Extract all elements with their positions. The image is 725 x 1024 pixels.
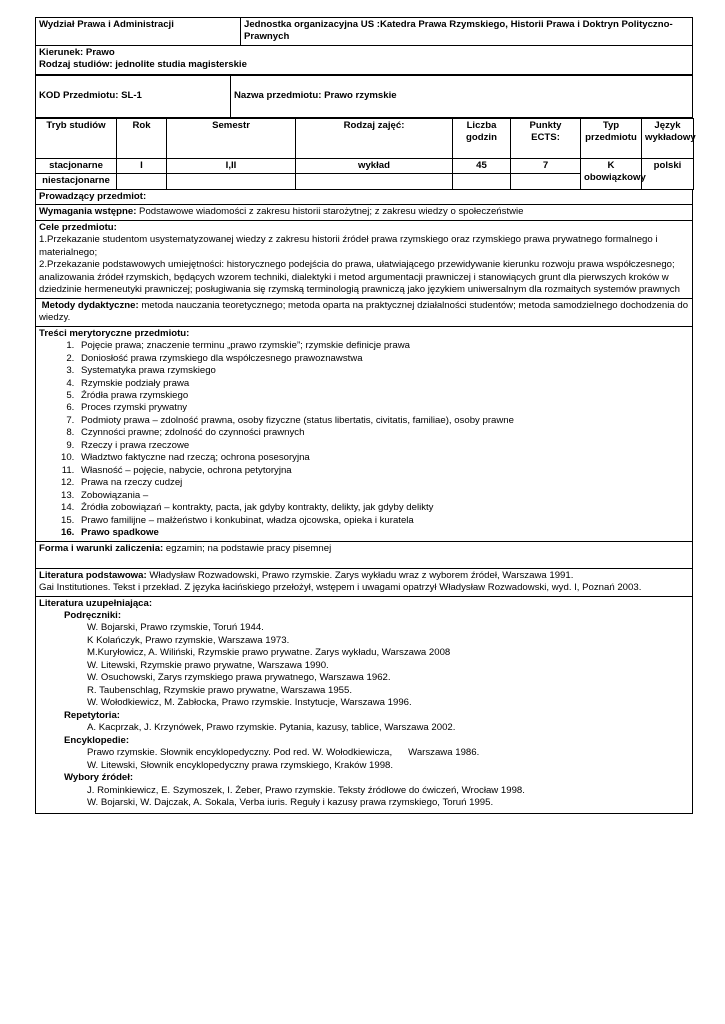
list-item: 4. Rzymskie podziały prawa	[77, 378, 689, 390]
list-item: W. Bojarski, W. Dajczak, A. Sokala, Verba iuris. Reguły i kazusy prawa rzymskiego, Toruń 1995.	[87, 797, 494, 809]
list-item: 6. Proces rzymski prywatny	[77, 402, 689, 414]
list-item: 3. Systematyka prawa rzymskiego	[77, 365, 689, 377]
literature-basic-block	[35, 569, 693, 597]
cell-semester: I,II	[167, 159, 296, 174]
goal-2: 2.Przekazanie podstawowych umiejętności: historycznego podejścia do prawa, ułatwiającego przewidywanie kierunku rozwoju prawa współczesnego; analizowania źródeł rzymskich, będących wzorem techniki, dialektyki i metod argumentacji prawniczej i stanowiących grunt dla pierwszych kroków w dziedzinie hermeneutyki prawniczej; posługiwania się rzymską terminologią prawniczą jako językiem uniwersalnym dla rozmaitych systemów prawnych	[39, 259, 680, 296]
cell-ects: 7	[511, 159, 581, 174]
assessment-block	[35, 542, 693, 569]
list-item: 9. Rzeczy i prawa rzeczowe	[77, 440, 689, 452]
list-item: W. Litewski, Słownik encyklopedyczny prawa rzymskiego, Kraków 1998.	[87, 759, 394, 771]
literature-basic-line1: Władysław Rozwadowski, Prawo rzymskie. Zarys wykładu wraz z wyborem źródeł, Warszawa 1991.	[146, 569, 574, 581]
list-item: 10. Władztwo faktyczne nad rzeczą; ochrona posesoryjna	[77, 452, 689, 464]
list-item: 7. Podmioty prawa – zdolność prawna, osoby fizyczne (status libertatis, civitatis, familiae), osoby prawne	[77, 415, 689, 427]
col-hours: Liczba godzin	[453, 119, 511, 159]
requirements-label: Wymagania wstępne:	[39, 206, 137, 218]
col-year: Rok	[117, 119, 167, 159]
col-semester: Semestr	[167, 119, 296, 159]
cell-mode: stacjonarne	[36, 159, 117, 174]
cell-empty	[511, 174, 581, 189]
col-ects: Punkty ECTS:	[511, 119, 581, 159]
list-item: 2. Doniosłość prawa rzymskiego dla współczesnego prawoznawstwa	[77, 353, 689, 365]
literature-basic-label: Literatura podstawowa:	[39, 569, 147, 581]
list-item: R. Taubenschlag, Rzymskie prawo prywatne, Warszawa 1955.	[87, 684, 353, 696]
methods-block	[35, 299, 693, 327]
list-item: J. Rominkiewicz, E. Szymoszek, I. Żeber, Prawo rzymskie. Teksty źródłowe do ćwiczeń, Wrocław 1998.	[87, 784, 525, 796]
cell-class-type: wykład	[296, 159, 453, 174]
list-item: 15. Prawo familijne – małżeństwo i konkubinat, władza ojcowska, opieka i kuratela	[77, 515, 689, 527]
list-item: W. Osuchowski, Zarys rzymskiego prawa prywatnego, Warszawa 1962.	[87, 672, 391, 684]
content-block	[35, 327, 693, 542]
header-table	[35, 17, 693, 46]
methods-label: Metody dydaktyczne:	[41, 299, 139, 311]
lecturer: Prowadzący przedmiot:	[35, 190, 693, 205]
assessment-text: egzamin; na podstawie pracy pisemnej	[163, 542, 332, 554]
encyclopedias-label: Encyklopedie:	[64, 734, 130, 746]
course-name: Nazwa przedmiotu: Prawo rzymskie	[231, 76, 693, 118]
study-table	[35, 118, 694, 190]
literature-extra-label: Literatura uzupełniająca:	[39, 597, 153, 609]
list-item: A. Kacprzak, J. Krzynówek, Prawo rzymskie. Pytania, kazusy, tablice, Warszawa 2002.	[87, 722, 456, 734]
literature-basic-line2: Gai Institutiones. Tekst i przekład. Z języka łacińskiego przełożył, wstępem i uwagami opatrzył Władysław Rozwadowski, wyd. I, Poznań 2003.	[39, 582, 642, 594]
cell-empty	[453, 174, 511, 189]
list-item: K Kolańczyk, Prawo rzymskie, Warszawa 1973.	[87, 634, 290, 646]
list-item: W. Wołodkiewicz, M. Zabłocka, Prawo rzymskie. Instytucje, Warszawa 1996.	[87, 697, 412, 709]
list-item: 1. Pojęcie prawa; znaczenie terminu „prawo rzymskie”; rzymskie definicje prawa	[77, 340, 689, 352]
textbooks-label: Podręczniki:	[64, 610, 122, 621]
direction: Kierunek: Prawo	[39, 47, 115, 58]
content-label: Treści merytoryczne przedmiotu:	[39, 327, 190, 339]
cell-year: I	[117, 159, 167, 174]
list-item: 13. Zobowiązania –	[77, 490, 689, 502]
cell-empty	[296, 174, 453, 189]
col-mode: Tryb studiów	[36, 119, 117, 159]
study-type: Rodzaj studiów: jednolite studia magisterskie	[39, 59, 247, 71]
cell-mode-2: niestacjonarne	[36, 174, 117, 189]
unit-cell: Jednostka organizacyjna US :Katedra Prawa Rzymskiego, Historii Prawa i Doktryn Polityczno-Prawnych	[241, 18, 693, 46]
content-list	[39, 340, 689, 540]
col-course-type: Typ przedmiotu	[581, 119, 642, 159]
requirements-text: Podstawowe wiadomości z zakresu historii starożytnej; z zakresu wiedzy o społeczeństwie	[136, 206, 524, 218]
repetitoria-label: Repetytoria:	[64, 709, 120, 721]
list-item: 5. Źródła prawa rzymskiego	[77, 390, 689, 402]
methods-text: metoda nauczania teoretycznego; metoda oparta na praktycznej działalności studentów; metoda samodzielnego dochodzenia do wiedzy.	[39, 299, 689, 324]
course-code: KOD Przedmiotu: SL-1	[36, 76, 231, 118]
cell-language: polski	[642, 159, 694, 190]
goals-block	[35, 221, 693, 299]
list-item: 14. Źródła zobowiązań – kontrakty, pacta, jak gdyby kontrakty, delikty, jak gdyby delikty	[77, 502, 689, 514]
cell-empty	[167, 174, 296, 189]
col-language: Język wykładowy	[642, 119, 694, 159]
sources-label: Wybory źródeł:	[64, 772, 134, 784]
col-class-type: Rodzaj zajęć:	[296, 119, 453, 159]
goals-label: Cele przedmiotu:	[39, 221, 117, 233]
cell-hours: 45	[453, 159, 511, 174]
cell-empty	[117, 174, 167, 189]
goal-1: 1.Przekazanie studentom usystematyzowanej wiedzy z zakresu historii źródeł prawa rzymskiego oraz rzymskiego prawa prywatnego formalnego i materialnego;	[39, 234, 658, 258]
direction-block	[35, 46, 693, 75]
syllabus-document	[35, 17, 696, 814]
faculty-cell: Wydział Prawa i Administracji	[36, 18, 241, 46]
list-item: W. Litewski, Rzymskie prawo prywatne, Warszawa 1990.	[87, 659, 329, 671]
cell-course-type: K obowiązkowy	[581, 159, 642, 190]
list-item: 16. Prawo spadkowe	[77, 527, 689, 539]
list-item: W. Bojarski, Prawo rzymskie, Toruń 1944.	[87, 622, 264, 634]
list-item: M.Kuryłowicz, A. Wiliński, Rzymskie prawo prywatne. Zarys wykładu, Warszawa 2008	[87, 647, 451, 659]
course-table	[35, 75, 693, 118]
list-item: 11. Własność – pojęcie, nabycie, ochrona petytoryjna	[77, 465, 689, 477]
assessment-label: Forma i warunki zaliczenia:	[39, 542, 164, 554]
list-item: 8. Czynności prawne; zdolność do czynności prawnych	[77, 427, 689, 439]
literature-extra-block	[35, 597, 693, 814]
list-item: Prawo rzymskie. Słownik encyklopedyczny. Pod red. W. Wołodkiewicza, Warszawa 1986.	[87, 747, 480, 759]
requirements-block	[35, 205, 693, 220]
list-item: 12. Prawa na rzeczy cudzej	[77, 477, 689, 489]
